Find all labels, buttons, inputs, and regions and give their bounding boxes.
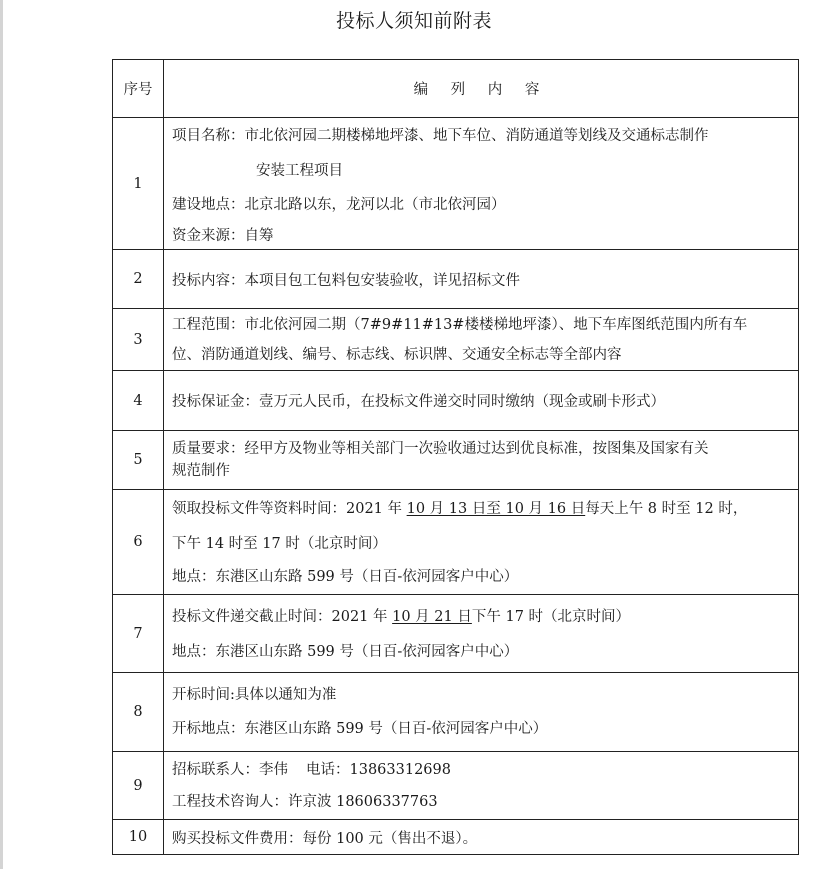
row-number: 6 <box>113 490 164 595</box>
page-left-edge <box>0 0 3 869</box>
row-number: 4 <box>113 371 164 431</box>
row-number: 10 <box>113 820 164 855</box>
table-row <box>113 118 799 250</box>
table-row <box>113 371 799 431</box>
project-name-continuation: 安装工程项目 <box>256 163 343 179</box>
row-content <box>164 250 799 309</box>
scope-continuation: 位、消防通道划线、编号、标志线、标识牌、交通安全标志等全部内容 <box>172 346 622 363</box>
table-row <box>113 752 799 820</box>
row-content <box>164 752 799 820</box>
pickup-location-line: 地点：东港区山东路 599 号（日百-依河园客户中心） <box>172 569 519 585</box>
table-row <box>113 309 799 371</box>
header-seq: 序号 <box>113 60 164 118</box>
tender-info-table <box>112 59 799 855</box>
row-number: 1 <box>113 118 164 250</box>
row-content <box>164 371 799 431</box>
table-row <box>113 490 799 595</box>
row-content <box>164 820 799 855</box>
document-fee-line: 购买投标文件费用：每份 100 元（售出不退）。 <box>172 830 478 847</box>
row-number: 2 <box>113 250 164 309</box>
quality-continuation: 规范制作 <box>172 463 230 479</box>
pickup-time-prefix: 领取投标文件等资料时间：2021 年 <box>172 501 407 517</box>
pickup-afternoon-line: 下午 14 时至 17 时（北京时间） <box>172 536 387 552</box>
opening-time-line: 开标时间:具体以通知为准 <box>172 687 337 703</box>
deadline-prefix: 投标文件递交截止时间：2021 年 <box>172 608 393 625</box>
row-number: 7 <box>113 595 164 673</box>
bid-bond-line: 投标保证金：壹万元人民币，在投标文件递交时同时缴纳（现金或刷卡形式） <box>172 394 665 410</box>
table-row <box>113 673 799 752</box>
technical-consultant-line: 工程技术咨询人：许京波 18606337763 <box>172 793 438 810</box>
deadline-suffix: 下午 17 时（北京时间） <box>471 608 631 625</box>
deadline-date: 10 月 21 日 <box>392 608 472 625</box>
row-content <box>164 309 799 371</box>
quality-line: 质量要求：经甲方及物业等相关部门一次验收通过达到优良标准，按图集及国家有关 <box>172 441 709 457</box>
row-number: 9 <box>113 752 164 820</box>
doc-pickup-time-line <box>172 491 792 527</box>
pickup-time-suffix: 每天上午 8 时至 12 时， <box>585 501 748 517</box>
funding-source-line: 资金来源：自筹 <box>172 228 274 244</box>
opening-location-line: 开标地点：东港区山东路 599 号（日百-依河园客户中心） <box>172 721 548 737</box>
row-content <box>164 431 799 490</box>
contact-line <box>172 754 792 786</box>
submission-location-line: 地点：东港区山东路 599 号（日百-依河园客户中心） <box>172 643 519 660</box>
submission-deadline-line <box>172 599 792 635</box>
table-row <box>113 820 799 855</box>
table-row <box>113 431 799 490</box>
scope-line: 工程范围：市北依河园二期（7#9#11#13#楼楼梯地坪漆）、地下车库图纸范围内所有车 <box>172 316 748 333</box>
row-content <box>164 118 799 250</box>
contact-person: 招标联系人：李伟 <box>172 761 288 778</box>
table-row <box>113 250 799 309</box>
table-header-row <box>113 60 799 118</box>
row-content <box>164 490 799 595</box>
pickup-date-range: 10 月 13 日至 10 月 16 日 <box>406 501 586 517</box>
bid-content-line: 投标内容：本项目包工包料包安装验收，详见招标文件 <box>172 272 520 289</box>
row-number: 8 <box>113 673 164 752</box>
document-title: 投标人须知前附表 <box>335 10 492 32</box>
row-number: 3 <box>113 309 164 371</box>
row-number: 5 <box>113 431 164 490</box>
header-content: 编 列 内 容 <box>164 60 799 118</box>
contact-phone: 电话：13863312698 <box>306 761 451 778</box>
construction-site-line: 建设地点：北京北路以东，龙河以北（市北依河园） <box>172 197 506 213</box>
row-content <box>164 673 799 752</box>
table-row <box>113 595 799 673</box>
project-name-line: 项目名称：市北依河园二期楼梯地坪漆、地下车位、消防通道等划线及交通标志制作 <box>172 128 709 144</box>
row-content <box>164 595 799 673</box>
